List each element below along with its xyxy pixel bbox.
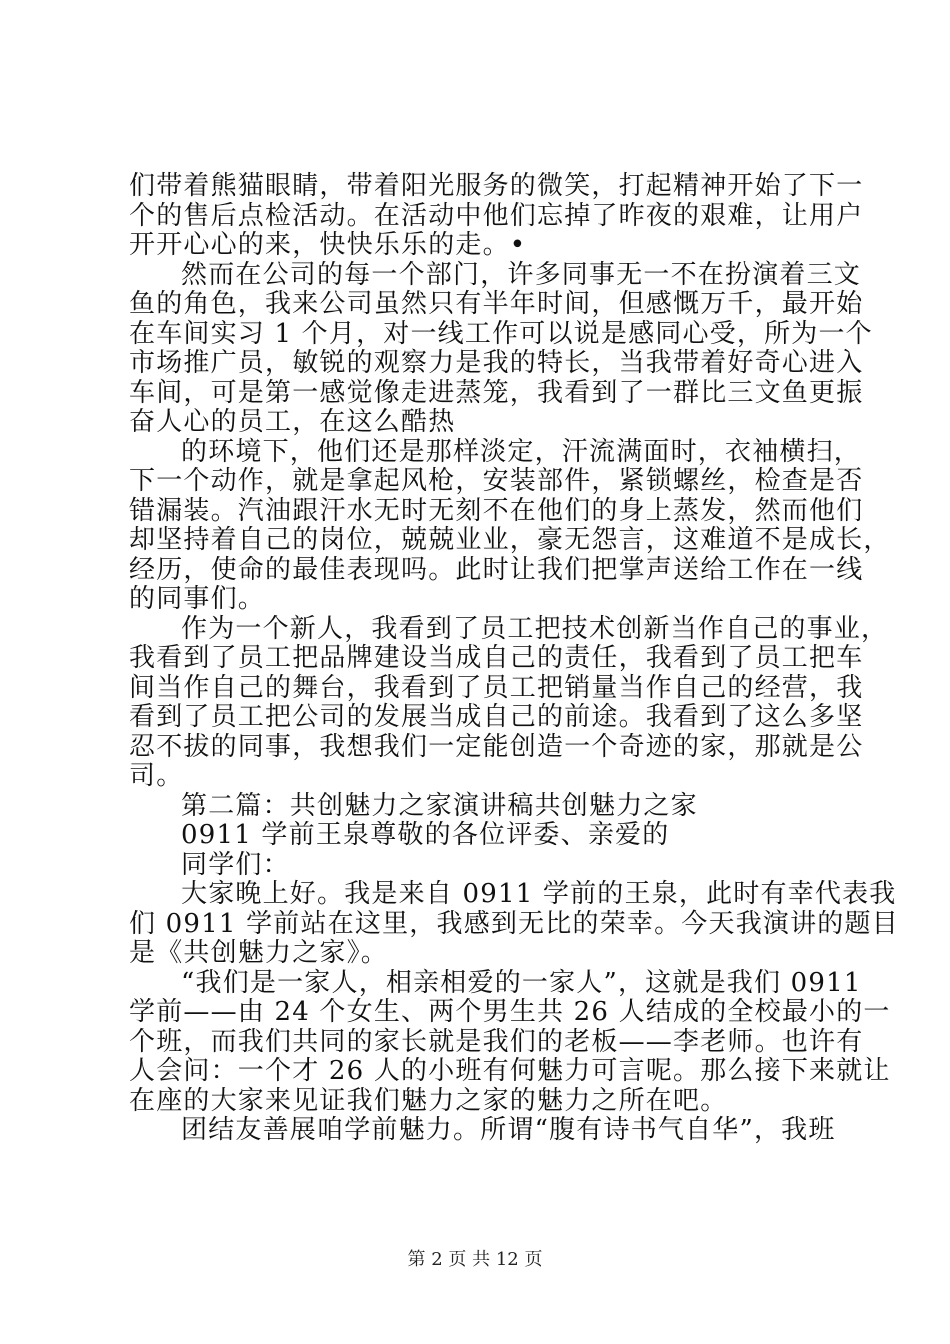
text-line: 0911 学前王泉尊敬的各位评委、亲爱的 (181, 820, 670, 850)
text-line: “我们是一家人，相亲相爱的一家人”，这就是我们 0911 (181, 967, 862, 998)
text-line: 间当作自己的舞台，我看到了员工把销量当作自己的经营，我 (129, 672, 864, 703)
text-line: 的同事们。 (129, 584, 266, 614)
text-line: 们 0911 学前站在这里，我感到无比的荣幸。今天我演讲的题目 (129, 908, 899, 939)
text-line: 人会问：一个才 26 人的小班有何魅力可言呢。那么接下来就让 (129, 1056, 891, 1086)
text-line: 们带着熊猫眼睛，带着阳光服务的微笑，打起精神开始了下一 (129, 171, 864, 201)
text-line: 个的售后点检活动。在活动中他们忘掉了昨夜的艰难，让用户 (129, 200, 864, 231)
text-line: 下一个动作，就是拿起风枪，安装部件，紧锁螺丝，检查是否 (129, 466, 864, 496)
text-line: 大家晚上好。我是来自 0911 学前的王泉，此时有幸代表我 (181, 879, 897, 909)
text-line: 却坚持着自己的岗位，兢兢业业，豪无怨言，这难道不是成长， (129, 525, 891, 555)
text-line: 鱼的角色，我来公司虽然只有半年时间，但感慨万千，最开始 (129, 289, 864, 319)
text-line: 同学们： (181, 849, 290, 880)
text-line: 司。 (129, 761, 184, 791)
text-line: 在车间实习 1 个月，对一线工作可以说是感同心受，所为一个 (129, 318, 873, 349)
text-line: 开开心心的来，快快乐乐的走。• (129, 230, 527, 260)
page-footer (0, 1245, 950, 1271)
text-line: 然而在公司的每一个部门，许多同事无一不在扮演着三文 (181, 259, 862, 290)
text-line: 在座的大家来见证我们魅力之家的魅力之所在吧。 (129, 1085, 728, 1116)
document-body (129, 171, 899, 1146)
text-line: 个班，而我们共同的家长就是我们的老板——李老师。也许有 (129, 1026, 864, 1057)
text-line: 看到了员工把公司的发展当成自己的前途。我看到了这么多坚 (129, 702, 864, 732)
text-line: 学前——由 24 个女生、两个男生共 26 人结成的全校最小的一 (129, 997, 891, 1027)
text-line: 的环境下，他们还是那样淡定，汗流满面时，衣袖横扫， (181, 436, 862, 467)
text-line: 我看到了员工把品牌建设当成自己的责任，我看到了员工把车 (129, 643, 864, 673)
text-line: 市场推广员，敏锐的观察力是我的特长，当我带着好奇心进入 (129, 348, 864, 378)
text-line: 是《共创魅力之家》。 (129, 938, 389, 968)
text-line: 团结友善展咱学前魅力。所谓“腹有诗书气自华”，我班 (181, 1115, 836, 1145)
text-line: 车间，可是第一感觉像走进蒸笼，我看到了一群比三文鱼更振 (129, 377, 864, 408)
text-line: 错漏装。汽油跟汗水无时无刻不在他们的身上蒸发，然而他们 (129, 495, 864, 526)
text-line: 忍不拔的同事，我想我们一定能创造一个奇迹的家，那就是公 (129, 731, 864, 762)
text-line: 第二篇：共创魅力之家演讲稿共创魅力之家 (181, 790, 698, 821)
text-line: 经历，使命的最佳表现吗。此时让我们把掌声送给工作在一线 (129, 554, 864, 585)
text-line: 奋人心的员工，在这么酷热 (129, 407, 456, 437)
text-line: 作为一个新人，我看到了员工把技术创新当作自己的事业， (181, 613, 889, 644)
page-indicator: 第 2 页 共 12 页 (407, 1249, 543, 1270)
